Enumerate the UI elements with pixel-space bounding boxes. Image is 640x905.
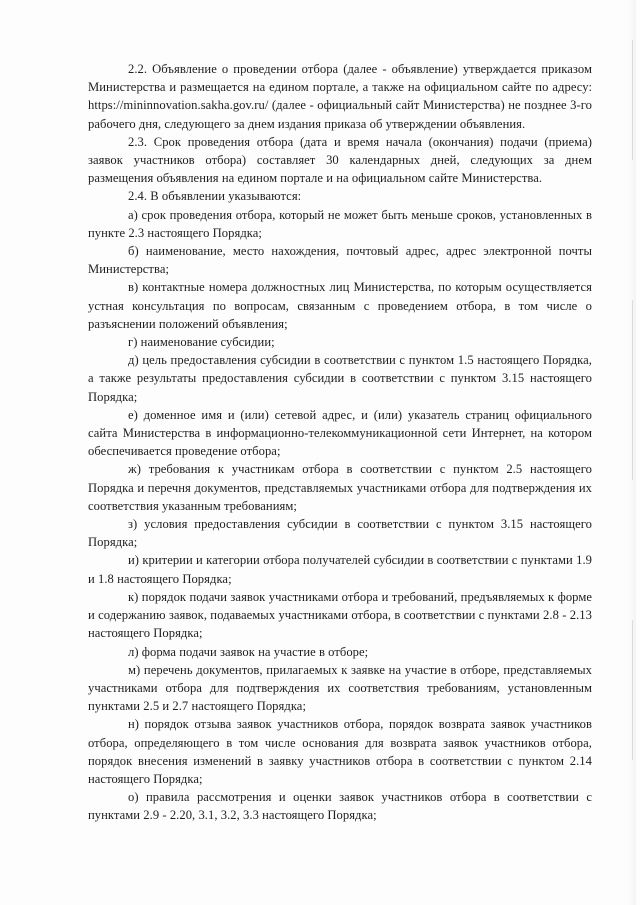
list-item-a: а) срок проведения отбора, который не может быть меньше сроков, установленных в пункте 2.3 настоящего Порядка;	[88, 207, 592, 240]
list-item-o: о) правила рассмотрения и оценки заявок участников отбора в соответствии с пунктами 2.9 - 2.20, 3.1, 3.2, 3.3 настоящего Порядка;	[88, 790, 592, 823]
list-item-g: г) наименование субсидии;	[128, 335, 275, 350]
scan-edge-mark	[632, 620, 633, 760]
list-item-d: д) цель предоставления субсидии в соответствии с пунктом 1.5 настоящего Порядка, а также результаты предоставления субсидии в соответствии с пунктом 3.15 настоящего Порядка;	[88, 353, 592, 404]
scan-edge-mark	[632, 300, 633, 480]
scan-edge-mark	[632, 40, 633, 160]
list-item-k: к) порядок подачи заявок участниками отбора и требований, предъявляемых к форме и содержанию заявок, подаваемых участниками отбора, в соответствии с пунктами 2.8 - 2.13 настоящего Порядка;	[88, 589, 592, 641]
list-item-i: и) критерии и категории отбора получателей субсидии в соответствии с пунктами 1.9 и 1.8 настоящего Порядка;	[88, 553, 592, 586]
list-item-m: м) перечень документов, прилагаемых к заявке на участие в отборе, представляемых участниками отбора для подтверждения их соответствия требованиям, установленным пунктами 2.5 и 2.7 настоящего Порядка;	[88, 662, 592, 714]
list-item-n: н) порядок отзыва заявок участников отбора, порядок возврата заявок участников отбора, определяющего в том числе основания для возврата заявок участников отбора, порядок внесения изменений в заявку участников отбора в соответствии с пунктом 2.14 настоящего Порядка;	[88, 717, 592, 786]
list-item-zh: ж) требования к участникам отбора в соответствии с пунктом 2.5 настоящего Порядка и перечня документов, представляемых участниками отбора для подтверждения их соответствия указанным требованиям;	[88, 462, 592, 513]
list-item-v: в) контактные номера должностных лиц Министерства, по которым осуществляется устная консультация по вопросам, связанным с проведением отбора, в том числе о разъяснении положений объявления;	[88, 280, 592, 331]
list-item-z: з) условия предоставления субсидии в соответствии с пунктом 3.15 настоящего Порядка;	[88, 517, 592, 550]
document-body	[88, 60, 592, 825]
list-item-l: л) форма подачи заявок на участие в отборе;	[128, 644, 369, 659]
paragraph-2-3: 2.3. Срок проведения отбора (дата и время начала (окончания) подачи (приема) заявок участников отбора) составляет 30 календарных дней, следующих за днем размещения объявления на едином портале и на официальном сайте Министерства.	[88, 134, 592, 186]
list-item-b: б) наименование, место нахождения, почтовый адрес, адрес электронной почты Министерства;	[88, 244, 592, 277]
paragraph-2-2: 2.2. Объявление о проведении отбора (далее - объявление) утверждается приказом Министерства и размещается на едином портале, а также на официальном сайте по адресу: https://mininnovation.sakha.gov.ru/ (далее - официальный сайт Министерства) не позднее 3-го рабочего дня, следующего за днем издания приказа об утверждении объявления.	[88, 62, 592, 131]
paragraph-2-4: 2.4. В объявлении указываются:	[128, 189, 302, 204]
list-item-e: е) доменное имя и (или) сетевой адрес, и (или) указатель страниц официального сайта Министерства в информационно-телекоммуникационной сети Интернет, на котором обеспечивается проведение отбора;	[88, 407, 592, 459]
